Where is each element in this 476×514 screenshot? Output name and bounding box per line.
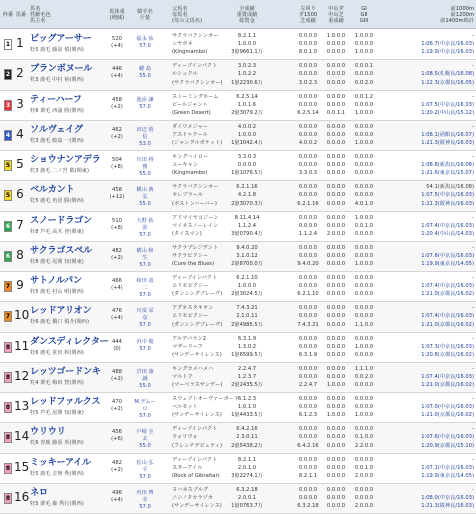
frame-badge: 5 bbox=[5, 192, 11, 200]
header-last: 前1000m 前1200m 前1400m時計 bbox=[440, 5, 474, 24]
record-col3: 1.0.0.0 0.0.0.0 1.0.0.0 bbox=[354, 33, 374, 56]
record-col3: 0.0.0.0 0.0.0.0 1.0.0.0 bbox=[354, 123, 374, 147]
frame-badge: 1 bbox=[5, 41, 11, 48]
record-summary: 6.3.1.9 1.3.0.2 1億6599.5万 bbox=[231, 335, 263, 358]
pedigree: アルデバラン2 マザーリーフ (サンデーサイレンス) bbox=[172, 335, 222, 358]
header-col3: GI GII GIII bbox=[359, 5, 369, 24]
header-record: 全成績 重賞成績 総賞金 bbox=[236, 5, 258, 24]
record-col3: 0.0.0.1 0.0.0.0 0.0.2.0 bbox=[354, 63, 374, 86]
horse-name-link[interactable]: ウリウリ bbox=[30, 426, 66, 438]
horse-number: 16 bbox=[14, 489, 30, 504]
record-summary: 6.2.5.14 1.0.1.6 2億3079.2万 bbox=[231, 93, 263, 116]
jockey-info: 和田 竜二 57.0 bbox=[136, 278, 154, 298]
horse-weight: 466 (+4) bbox=[111, 278, 123, 291]
frame-badge: 8 bbox=[5, 434, 11, 442]
horse-number: 2 bbox=[16, 66, 24, 81]
horse-info: 牝3 鹿毛 二ノ宮 敬(関東) bbox=[30, 168, 89, 174]
jockey-info: 戸崎 圭太 55.0 bbox=[136, 429, 154, 450]
horse-info: 牡8 芦毛 高木 登(関東) bbox=[30, 228, 84, 235]
best-times: - 1:07.6(中京良/16.03) 1:20.9(京都良/15.10) bbox=[421, 426, 474, 449]
horse-weight: 504 (+8) bbox=[111, 157, 123, 170]
pedigree: ディープインパクト ウォリウォ (フレンチデピュティ) bbox=[172, 426, 222, 449]
best-times: - 1:08.1(函館良/16.07) 1:21.3(阪神良/16.03) bbox=[421, 123, 474, 147]
jockey-info: M.デムーロ 57.0 bbox=[134, 399, 156, 419]
best-times: - 1:07.3(中京良/16.03) 1:20.8(京都良/16.02) bbox=[421, 335, 474, 358]
record-col3: 0.0.1.2 0.0.0.0 1.0.0.0 bbox=[354, 93, 374, 116]
horse-info: 牡5 鹿毛 村山 明(関西) bbox=[30, 289, 84, 295]
horse-name-link[interactable]: ビッグアーサー bbox=[30, 33, 92, 44]
horse-name-link[interactable]: レッドファルクス bbox=[30, 396, 101, 407]
horse-weight: 444 (0) bbox=[112, 338, 122, 352]
horse-weight: 470 (+2) bbox=[111, 399, 123, 412]
record-col1: 0.0.0.0 0.0.0.0 8.2.1.1 bbox=[298, 456, 318, 479]
horse-info: 牡6 栗毛 西浦 勝(関西) bbox=[30, 107, 84, 114]
horse-name-link[interactable]: レッツゴードンキ bbox=[30, 365, 101, 377]
pedigree: サクラバクシンオー シヤボネ (Kingmambo) bbox=[172, 33, 219, 56]
header-weight: 馬体重 (増減) bbox=[109, 8, 125, 21]
record-col1: 0.0.0.0 0.0.0.0 3.3.0.3 bbox=[298, 154, 318, 177]
horse-number: 5 bbox=[16, 157, 24, 171]
table-row[interactable] bbox=[0, 121, 476, 151]
record-col1: 0.0.0.0 0.0.0.0 7.4.3.21 bbox=[297, 305, 319, 328]
horse-number: 12 bbox=[14, 368, 30, 383]
horse-info: 牡5 鹿毛 音無 秀(関西) bbox=[30, 470, 84, 477]
pedigree: サクラプレジデント サクラピクシー (Cure the Blues) bbox=[172, 244, 219, 268]
horse-number: 15 bbox=[14, 459, 30, 474]
table-row[interactable] bbox=[0, 454, 476, 484]
record-col3: 1.0.0.0 0.0.1.0 0.0.0.0 bbox=[354, 214, 374, 237]
header-jockey: 騎手名 斤量 bbox=[137, 8, 153, 21]
table-row[interactable] bbox=[0, 212, 476, 242]
record-col3: 0.0.0.0 0.0.0.0 4.0.1.0 bbox=[354, 184, 374, 207]
horse-number: 4 bbox=[16, 126, 24, 141]
frame-badge: 6 bbox=[5, 222, 11, 230]
best-times: - 1:06.7(中京良/16.03) 1:19.9(中京良/16.03) bbox=[421, 33, 474, 56]
jockey-info: 福永 祐 57.0 bbox=[136, 36, 154, 49]
record-summary: 3.0.2.3 1.0.2.2 1億2230.6万 bbox=[231, 63, 263, 86]
record-col1: 0.0.0.0 0.0.0.0 6.3.2.18 bbox=[297, 486, 319, 510]
frame-badge: 8 bbox=[5, 373, 11, 381]
record-col2: 0.0.0.0 0.0.0.0 0.0.0.0 bbox=[326, 184, 346, 207]
record-col2: 0.0.0.0 0.0.0.0 2.0.0.0 bbox=[326, 214, 346, 237]
horse-weight: 510 (+8) bbox=[111, 217, 123, 231]
horse-weight: 488 (+2) bbox=[111, 368, 123, 382]
horse-weight: 496 (+4) bbox=[111, 489, 123, 503]
horse-number: 8 bbox=[16, 247, 24, 262]
record-col1: 0.0.0.0 0.0.0.0 3.0.2.3 bbox=[298, 63, 318, 86]
horse-info: 牡8 鹿毛 尾関 知(関東) bbox=[30, 258, 84, 265]
jockey-info: 池添 謙 57.0 bbox=[136, 96, 154, 110]
record-summary: 6.2.1.10 1.0.0.0 2億3024.5万 bbox=[231, 275, 263, 298]
horse-number: 13 bbox=[14, 399, 30, 413]
horse-number: 6 bbox=[16, 187, 24, 202]
pedigree: ストーミングホーム ビールジャント (Green Desert) bbox=[172, 93, 219, 116]
horse-name-link[interactable]: ブランボヌール bbox=[30, 63, 93, 75]
record-col1: 0.0.0.0 0.0.0.0 6.2.1.10 bbox=[297, 275, 319, 298]
horse-name-link[interactable]: サトノルパン bbox=[30, 275, 82, 286]
record-summary: 9.4.0.20 3.1.0.12 2億8700.0万 bbox=[231, 244, 263, 268]
header-sire: 父馬名 母馬名 (母の父馬名) bbox=[172, 5, 202, 24]
record-summary: 2.2.4.7 1.2.3.7 2億2435.5万 bbox=[231, 365, 263, 389]
header-name: 馬名 性齢毛色 馬主名 bbox=[30, 5, 51, 24]
jockey-info: 岩田 康誠 55.0 bbox=[136, 368, 154, 389]
table-row[interactable] bbox=[0, 181, 476, 211]
record-col3: 0.0.0.0 0.0.0.0 0.0.0.0 bbox=[354, 154, 374, 177]
table-header bbox=[0, 0, 476, 29]
horse-info: 牡5 栗毛 森 秀行(関西) bbox=[30, 500, 84, 507]
header-col2: 中山ダ 中山芝 重成績 bbox=[328, 5, 344, 24]
jockey-info: 横山 和生 57.0 bbox=[136, 247, 154, 268]
record-col1: 0.0.0.0 0.0.0.0 6.4.2.16 bbox=[297, 426, 319, 449]
horse-number: 14 bbox=[14, 429, 30, 444]
horse-name-link[interactable]: レッドアリオン bbox=[30, 305, 92, 317]
frame-badge: 4 bbox=[5, 131, 11, 139]
best-times: - 1:07.4(中京良/16.03) 1:20.4(中山良/14.03) bbox=[421, 214, 474, 237]
horse-weight: 446 (+4) bbox=[111, 66, 123, 80]
record-col2: 0.0.0.0 0.0.0.0 0.0.0.0 bbox=[326, 275, 346, 298]
record-col2: 0.0.0.0 0.0.0.0 0.0.0.0 bbox=[326, 63, 346, 86]
pedigree: アグネスタキオン エリモピクシー (ダンシングブレーヴ) bbox=[172, 305, 223, 328]
horse-name-link[interactable]: ダンスディレクター bbox=[30, 335, 109, 347]
horse-number: 1 bbox=[16, 36, 24, 50]
table-row[interactable] bbox=[0, 272, 476, 302]
jockey-info: 蛯 島 55.0 bbox=[138, 66, 152, 80]
pedigree: ディープインパクト ルシュクル (サクラバクシンオー) bbox=[172, 63, 223, 86]
jockey-info: 田辺 裕信 53.0 bbox=[136, 126, 154, 147]
record-col1: 0.0.0.0 0.0.0.0 4.0.0.2 bbox=[298, 123, 318, 147]
jockey-info: 内田 博幸 57.0 bbox=[136, 489, 154, 510]
record-col1: 0.0.0.0 0.0.0.0 9.4.0.20 bbox=[297, 244, 319, 268]
horse-weight: 482 (+2) bbox=[111, 247, 123, 261]
frame-badge: 7 bbox=[5, 283, 11, 290]
record-col3: 0.0.0.0 0.0.0.0 1.1.0.0 bbox=[354, 305, 374, 328]
record-col2: 0.0.0.0 0.0.0.0 0.0.0.0 bbox=[326, 154, 346, 177]
horse-name-link[interactable]: サクラゴスペル bbox=[30, 244, 92, 256]
horse-name-link[interactable]: ティーハーフ bbox=[30, 93, 82, 105]
table-row[interactable] bbox=[0, 151, 476, 181]
table-row[interactable] bbox=[0, 363, 476, 393]
horse-info: 牡5 芦毛 尾関 知(関東) bbox=[30, 410, 84, 416]
horse-info: 牡6 鹿毛 笹田 和(関西) bbox=[30, 349, 84, 356]
record-col3: 0.0.0.0 0.0.0.0 1.0.0.0 bbox=[354, 396, 374, 419]
record-col2: 0.0.0.0 0.0.0.0 1.0.0.0 bbox=[326, 396, 346, 419]
jockey-info: 川須 栄彦 57.0 bbox=[136, 308, 154, 329]
frame-badge: 8 bbox=[5, 343, 11, 351]
record-col3: 0.0.0.0 0.1.0.0 2.2.0.0 bbox=[354, 426, 374, 449]
best-times: - 1:07.0(中京良/16.03) 1:21.0(京都良/16.02) bbox=[421, 396, 474, 419]
horse-number: 11 bbox=[14, 338, 30, 353]
horse-info: 牝3 鹿毛 鮫島 一(関西) bbox=[30, 137, 84, 144]
record-col2: 0.0.0.0 0.0.0.0 0.0.0.0 bbox=[326, 335, 346, 358]
horse-number: 9 bbox=[16, 278, 24, 292]
horse-info: 牝4 栗毛 梅田 智(関西) bbox=[30, 379, 84, 386]
pedigree: サクラバクシンオー セレブラール (ボストンハーバー) bbox=[172, 184, 219, 207]
jockey-info: 浜中 俊 57.0 bbox=[136, 338, 154, 352]
best-times: - 1:07.4(中京良/16.03) 1:21.0(京都良/16.02) bbox=[421, 275, 474, 298]
frame-badge: 6 bbox=[5, 252, 11, 260]
frame-badge: 8 bbox=[5, 404, 11, 411]
header-col1: 左回り ダ1500 芝成績 bbox=[298, 5, 318, 24]
best-times: - 1:07.5(中京良/16.03) 1:20.2(中山良/15.12) bbox=[421, 93, 474, 116]
horse-name-link[interactable]: ネロ bbox=[30, 486, 48, 498]
record-summary: 8.2.1.1 1.0.0.0 3億9661.1万 bbox=[231, 33, 263, 56]
best-times: 54.1(新潟良/16.08) 1:07.5(中京良/16.03) 1:21.3(阪神良/16.03) bbox=[421, 184, 474, 207]
record-col2: 0.0.0.0 0.0.0.0 0.0.0.0 bbox=[326, 456, 346, 479]
horse-number: 7 bbox=[16, 217, 24, 232]
horse-weight: 456 (+6) bbox=[111, 429, 123, 443]
table-row[interactable] bbox=[0, 333, 476, 363]
pedigree: スウェプトオーヴァーボード ベルモット (サンデーサイレンス) bbox=[172, 396, 240, 419]
record-col1: 0.0.0.0 0.0.0.0 1.1.2.4 bbox=[298, 214, 318, 237]
record-summary: 6.2.1.16 4.2.1.8 2億3070.3万 bbox=[231, 184, 263, 207]
record-col3: 0.0.0.0 1.0.0.0 0.0.0.0 bbox=[354, 335, 374, 358]
pedigree: ヨハネスブルグ ニシノタカラヅカ (サンデーサイレンス) bbox=[172, 486, 222, 510]
table-row[interactable] bbox=[0, 242, 476, 272]
horse-name-link[interactable]: ソルヴェイグ bbox=[30, 123, 83, 135]
horse-name-link[interactable]: ベルカント bbox=[30, 184, 75, 196]
frame-badge: 8 bbox=[5, 464, 11, 472]
best-times: - 1:07.4(中京良/16.03) 1:21.0(京都良/16.02) bbox=[421, 365, 474, 389]
record-col2: 0.0.0.0 0.0.0.0 0.0.0.0 bbox=[326, 244, 346, 268]
record-col3: 0.0.0.0 0.0.0.0 2.0.0.0 bbox=[354, 486, 374, 510]
jockey-info: 松山 弘平 57.0 bbox=[136, 459, 154, 480]
best-times: - 1:08.0(中京良/16.03) 1:21.3(阪神良/16.03) bbox=[421, 486, 474, 510]
horse-info: 牝6 青鹿 藤原 英(関西) bbox=[30, 440, 84, 447]
table-row[interactable] bbox=[0, 30, 476, 60]
record-col3: 1.1.1.0 0.0.2.0 0.0.0.0 bbox=[354, 365, 374, 389]
horse-info: 牡5 鹿毛 藤原 慎(関西) bbox=[30, 47, 84, 53]
record-summary: 6.1.2.3 1.0.1.0 1億4433.5万 bbox=[231, 396, 263, 419]
frame-badge: 2 bbox=[5, 71, 11, 79]
record-summary: 8.11.4.14 1.1.2.4 3億0790.4万 bbox=[231, 214, 263, 237]
best-times: - 1:08.8(新潟良/16.08) 1:21.6(東京良/15.07) bbox=[421, 154, 474, 177]
record-col2: 0.0.0.0 0.0.0.0 0.0.0.0 bbox=[326, 426, 346, 449]
record-col1: 0.0.0.0 0.0.0.0 2.2.4.7 bbox=[298, 365, 318, 389]
record-col2: 0.0.0.0 0.0.0.0 0.0.0.0 bbox=[326, 305, 346, 328]
record-col1: 0.0.0.0 0.0.0.0 6.1.2.3 bbox=[298, 396, 318, 419]
horse-weight: 458 (+12) bbox=[109, 187, 125, 201]
pedigree: キングカメハメハ マルトク (マーベラスサンデー) bbox=[172, 365, 223, 389]
horse-weight: 462 (+2) bbox=[111, 126, 123, 140]
horse-weight: 520 (+4) bbox=[111, 36, 123, 49]
record-col2: 1.0.0.0 0.0.0.0 0.0.0.0 bbox=[326, 33, 346, 56]
pedigree: キングヘイロー ユーキャン (Kingmambo) bbox=[172, 154, 209, 177]
horse-number: 3 bbox=[16, 96, 24, 111]
record-summary: 6.4.2.16 2.3.0.11 2億5438.2万 bbox=[231, 426, 263, 449]
table-row[interactable] bbox=[0, 484, 476, 514]
record-col1: 0.0.0.0 0.0.0.0 8.0.1.0 bbox=[298, 33, 318, 56]
horse-info: 牝5 鹿毛 角居 勝(関西) bbox=[30, 198, 84, 205]
jockey-info: 横山 典弘 55.0 bbox=[136, 187, 154, 208]
jockey-info: 川田 将雅 55.0 bbox=[136, 157, 154, 177]
record-col1: 0.0.0.0 0.0.0.0 6.2.1.16 bbox=[297, 184, 319, 207]
horse-info: 牝3 鹿毛 中村 裕(関西) bbox=[30, 77, 84, 84]
horse-weight: 476 (+4) bbox=[111, 308, 123, 322]
table-row[interactable] bbox=[0, 91, 476, 121]
record-col3: 0.0.0.0 0.0.0.0 0.0.0.0 bbox=[354, 275, 374, 298]
frame-badge: 5 bbox=[5, 162, 11, 169]
best-times: - 1:08.5(札幌良/16.08) 1:22.3(京都良/16.05) bbox=[421, 63, 474, 86]
horse-weight: 482 (+2) bbox=[111, 459, 123, 473]
header-num: 馬番 bbox=[15, 11, 27, 18]
best-times: - 1:07.6(中京良/16.03) 1:19.9(東京良/14.05) bbox=[421, 244, 474, 268]
record-summary: 8.2.1.1 2.0.1.0 3億2274.1万 bbox=[231, 456, 263, 479]
record-summary: 4.0.0.2 1.0.0.0 1億1042.4万 bbox=[231, 123, 263, 147]
pedigree: ディープインパクト エリモピクシー (ダンシングブレーヴ) bbox=[172, 275, 223, 298]
horse-number: 10 bbox=[14, 308, 30, 323]
record-col2: 0.0.0.0 0.0.0.0 0.0.0.0 bbox=[326, 486, 346, 510]
frame-badge: 3 bbox=[5, 101, 11, 109]
record-col3: 0.0.0.0 0.0.1.0 2.0.0.0 bbox=[354, 456, 374, 479]
frame-badge: 8 bbox=[5, 494, 11, 502]
horse-weight: 458 (+2) bbox=[111, 96, 123, 110]
table-row[interactable] bbox=[0, 393, 476, 423]
record-col1: 0.0.0.0 0.0.0.0 6.2.5.14 bbox=[297, 93, 319, 116]
record-col1: 0.0.0.0 0.0.0.0 6.3.1.9 bbox=[298, 335, 318, 358]
table-row[interactable] bbox=[0, 302, 476, 332]
record-col2: 0.0.0.0 0.0.0.0 0.0.0.0 bbox=[326, 123, 346, 147]
pedigree: ディープインパクト スターアイル (Rock of Gibraltar) bbox=[172, 456, 220, 479]
horse-name-link[interactable]: スノードラゴン bbox=[30, 214, 92, 226]
record-col2: 0.0.0.0 0.0.0.0 1.0.0.0 bbox=[326, 365, 346, 389]
table-row[interactable] bbox=[0, 60, 476, 90]
frame-badge: 7 bbox=[5, 313, 11, 321]
jockey-info: 大野 拓弥 57.0 bbox=[136, 217, 154, 238]
best-times: - 1:07.4(中京良/16.03) 1:21.0(京都良/16.02) bbox=[421, 305, 474, 328]
record-summary: 6.3.2.18 2.0.0.1 1億0763.7万 bbox=[231, 486, 263, 510]
record-col3: 0.0.0.0 0.0.0.0 1.0.0.0 bbox=[354, 244, 374, 268]
horse-name-link[interactable]: ミッキーアイル bbox=[30, 456, 91, 468]
pedigree: アドマイヤコジーン マイネスノーレイン (タイスマン) bbox=[172, 214, 219, 237]
record-summary: 3.3.0.3 0.0.0.0 1億1076.5万 bbox=[231, 154, 263, 177]
best-times: - 1:07.1(中京良/16.03) 1:19.9(東京良/14.05) bbox=[421, 456, 474, 479]
horse-name-link[interactable]: ショウナンアデラ bbox=[30, 154, 101, 165]
pedigree: ダイワメジャー アスドゥクール (ジャングルポケット) bbox=[172, 123, 223, 147]
header-frame: 枠番 bbox=[2, 11, 14, 18]
record-col2: 0.0.0.0 0.0.0.0 0.0.1.1 bbox=[326, 93, 346, 116]
record-summary: 7.4.3.21 2.1.0.11 2億4985.5万 bbox=[231, 305, 263, 328]
horse-info: 牡6 鹿毛 橋口 慎介(関西) bbox=[30, 319, 89, 326]
table-row[interactable] bbox=[0, 423, 476, 453]
